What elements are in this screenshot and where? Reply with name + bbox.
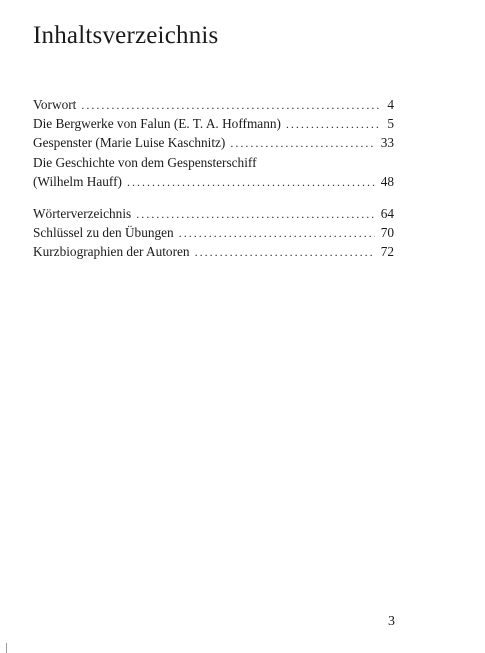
dot-leader — [286, 115, 381, 134]
toc-entry-page: 33 — [380, 135, 394, 151]
toc-entry — [33, 172, 394, 191]
toc-entry — [33, 95, 394, 114]
toc-entry-title: Kurzbiographien der Autoren — [33, 244, 190, 260]
toc-entry-page: 4 — [387, 97, 394, 112]
dot-leader — [136, 205, 375, 224]
scan-edge-mark — [6, 643, 7, 653]
dot-leader — [179, 224, 375, 243]
toc-entry — [33, 133, 394, 152]
dot-leader — [81, 96, 381, 115]
page-title: Inhaltsverzeichnis — [33, 22, 219, 49]
toc-section-appendix — [33, 204, 394, 262]
toc-entry-page: 72 — [380, 244, 394, 260]
toc-entry-title: Wörterverzeichnis — [33, 206, 132, 221]
toc-entry-title: (Wilhelm Hauff) — [33, 173, 122, 189]
toc-entry-title: Die Geschichte von dem Gespensterschiff — [33, 154, 257, 170]
toc-entry-title: Schlüssel zu den Übungen — [33, 225, 174, 241]
toc-entry-page: 48 — [380, 173, 394, 189]
toc-entry — [33, 242, 394, 261]
dot-leader — [195, 243, 375, 262]
dot-leader — [230, 134, 374, 153]
page-number: 3 — [388, 614, 395, 629]
toc-entry-title: Vorwort — [33, 97, 77, 112]
toc-entry-title: Die Bergwerke von Falun (E. T. A. Hoffmann) — [33, 116, 281, 132]
toc-entry-page: 5 — [387, 116, 394, 132]
toc-entry-continued — [33, 153, 394, 172]
toc-entry — [33, 204, 394, 223]
toc-entry-page: 70 — [380, 225, 394, 241]
toc-entry — [33, 114, 394, 133]
dot-leader — [127, 173, 375, 192]
toc-entry-title: Gespenster (Marie Luise Kaschnitz) — [33, 135, 226, 151]
toc-section-main — [33, 95, 394, 191]
toc-entry-page: 64 — [380, 206, 394, 221]
toc-entry — [33, 223, 394, 242]
